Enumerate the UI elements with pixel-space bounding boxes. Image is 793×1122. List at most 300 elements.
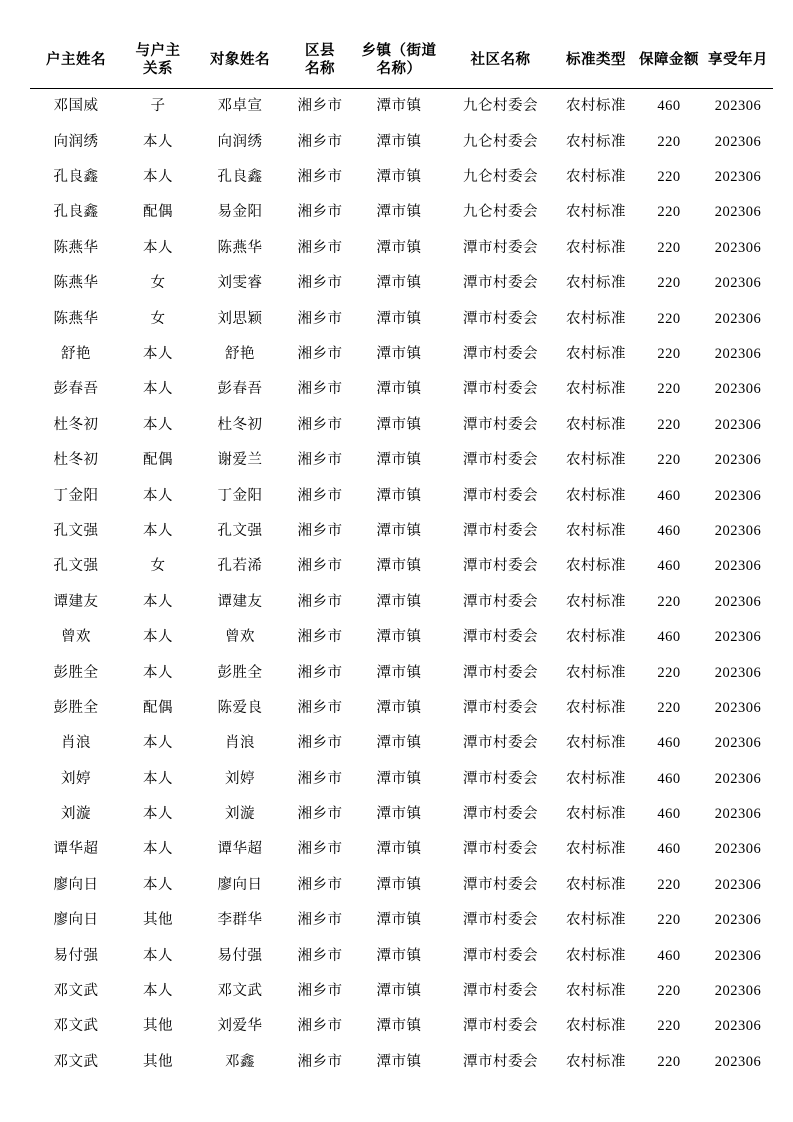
table-cell: 湘乡市 <box>297 133 343 150</box>
table-cell: 女 <box>150 310 166 327</box>
table-cell: 农村标准 <box>566 664 626 681</box>
table-cell: 460 <box>657 735 681 752</box>
table-cell: 农村标准 <box>566 629 626 646</box>
table-cell: 农村标准 <box>566 912 626 929</box>
column-header-6 <box>557 36 635 89</box>
table-cell: 本人 <box>143 664 173 681</box>
table-cell: 202306 <box>714 593 762 610</box>
table-row <box>30 620 773 655</box>
table-row <box>30 443 773 478</box>
table-cell: 谭华超 <box>53 841 99 858</box>
table-row <box>30 762 773 797</box>
table-cell: 邓文武 <box>53 1018 99 1035</box>
table-cell: 陈燕华 <box>217 239 263 256</box>
table-cell: 农村标准 <box>566 1053 626 1070</box>
table-row <box>30 691 773 726</box>
table-cell: 彭胜全 <box>217 664 263 681</box>
table-cell: 202306 <box>714 558 762 575</box>
column-header-line: 对象姓名 <box>210 52 270 69</box>
table-cell: 220 <box>657 133 681 150</box>
table-row <box>30 1009 773 1044</box>
table-cell: 农村标准 <box>566 381 626 398</box>
table-cell: 潭市村委会 <box>463 664 538 681</box>
table-cell: 潭市村委会 <box>463 381 538 398</box>
table-cell: 舒艳 <box>61 345 91 362</box>
table-cell: 潭市村委会 <box>463 310 538 327</box>
table-cell: 农村标准 <box>566 487 626 504</box>
table-cell: 刘思颖 <box>217 310 263 327</box>
table-header-row <box>30 36 773 89</box>
table-cell: 农村标准 <box>566 522 626 539</box>
table-cell: 湘乡市 <box>297 770 343 787</box>
table-cell: 本人 <box>143 735 173 752</box>
table-cell: 湘乡市 <box>297 735 343 752</box>
table-cell: 湘乡市 <box>297 522 343 539</box>
table-row <box>30 266 773 301</box>
table-cell: 湘乡市 <box>297 912 343 929</box>
table-cell: 湘乡市 <box>297 416 343 433</box>
table-row <box>30 903 773 938</box>
table-cell: 孔文强 <box>53 522 99 539</box>
table-cell: 潭市镇 <box>376 983 422 1000</box>
table-cell: 农村标准 <box>566 699 626 716</box>
column-header-0 <box>30 36 122 89</box>
table-cell: 肖浪 <box>225 735 255 752</box>
table-cell: 农村标准 <box>566 310 626 327</box>
table-cell: 潭市镇 <box>376 947 422 964</box>
table-cell: 202306 <box>714 841 762 858</box>
table-cell: 潭市村委会 <box>463 699 538 716</box>
table-cell: 220 <box>657 593 681 610</box>
table-cell: 潭市镇 <box>376 806 422 823</box>
table-cell: 本人 <box>143 239 173 256</box>
table-cell: 本人 <box>143 806 173 823</box>
table-cell: 潭市村委会 <box>463 947 538 964</box>
table-cell: 220 <box>657 345 681 362</box>
table-cell: 丁金阳 <box>53 487 99 504</box>
table-cell: 湘乡市 <box>297 806 343 823</box>
table-cell: 460 <box>657 558 681 575</box>
table-cell: 潭市村委会 <box>463 770 538 787</box>
column-header-line: 保障金额 <box>639 52 699 69</box>
table-cell: 202306 <box>714 239 762 256</box>
table-cell: 460 <box>657 947 681 964</box>
table-cell: 孔文强 <box>53 558 99 575</box>
table-cell: 湘乡市 <box>297 841 343 858</box>
table-cell: 丁金阳 <box>217 487 263 504</box>
table-cell: 刘爱华 <box>217 1018 263 1035</box>
table-cell: 潭市镇 <box>376 1018 422 1035</box>
table-cell: 湘乡市 <box>297 381 343 398</box>
table-header <box>30 36 773 89</box>
table-cell: 本人 <box>143 876 173 893</box>
table-cell: 农村标准 <box>566 806 626 823</box>
table-cell: 460 <box>657 806 681 823</box>
table-cell: 本人 <box>143 770 173 787</box>
table-cell: 220 <box>657 699 681 716</box>
table-cell: 湘乡市 <box>297 239 343 256</box>
table-cell: 潭市镇 <box>376 98 422 115</box>
table-cell: 湘乡市 <box>297 487 343 504</box>
table-cell: 202306 <box>714 452 762 469</box>
table-cell: 460 <box>657 98 681 115</box>
table-cell: 潭市镇 <box>376 310 422 327</box>
table-cell: 配偶 <box>143 699 173 716</box>
table-cell: 潭市村委会 <box>463 452 538 469</box>
table-cell: 202306 <box>714 310 762 327</box>
table-cell: 潭市镇 <box>376 416 422 433</box>
table-cell: 孔良鑫 <box>53 169 99 186</box>
table-cell: 潭市村委会 <box>463 876 538 893</box>
table-cell: 湘乡市 <box>297 558 343 575</box>
table-cell: 潭市镇 <box>376 381 422 398</box>
table-cell: 农村标准 <box>566 1018 626 1035</box>
table-cell: 202306 <box>714 345 762 362</box>
table-cell: 配偶 <box>143 204 173 221</box>
table-cell: 202306 <box>714 699 762 716</box>
table-cell: 陈燕华 <box>53 239 99 256</box>
table-cell: 廖向日 <box>53 876 99 893</box>
table-row <box>30 1045 773 1080</box>
table-cell: 460 <box>657 487 681 504</box>
table-cell: 湘乡市 <box>297 204 343 221</box>
table-cell: 农村标准 <box>566 735 626 752</box>
table-cell: 202306 <box>714 912 762 929</box>
table-cell: 潭市村委会 <box>463 522 538 539</box>
table-cell: 邓卓宣 <box>217 98 263 115</box>
subsidy-recipients-table <box>30 36 773 1080</box>
table-cell: 潭市镇 <box>376 699 422 716</box>
table-row <box>30 89 773 125</box>
table-cell: 农村标准 <box>566 98 626 115</box>
table-row <box>30 656 773 691</box>
table-cell: 潭市村委会 <box>463 275 538 292</box>
table-cell: 202306 <box>714 947 762 964</box>
table-cell: 湘乡市 <box>297 629 343 646</box>
table-cell: 潭市村委会 <box>463 841 538 858</box>
table-cell: 202306 <box>714 204 762 221</box>
table-cell: 易金阳 <box>217 204 263 221</box>
table-row <box>30 479 773 514</box>
table-cell: 农村标准 <box>566 558 626 575</box>
column-header-line: 标准类型 <box>566 52 626 69</box>
column-header-line: 与户主 <box>135 43 181 59</box>
table-cell: 460 <box>657 629 681 646</box>
table-cell: 202306 <box>714 770 762 787</box>
table-cell: 农村标准 <box>566 593 626 610</box>
table-cell: 刘婷 <box>61 770 91 787</box>
column-header-2 <box>194 36 286 89</box>
table-cell: 邓国威 <box>53 98 99 115</box>
table-cell: 湘乡市 <box>297 98 343 115</box>
table-cell: 农村标准 <box>566 133 626 150</box>
table-row <box>30 408 773 443</box>
column-header-line: 名称 <box>305 61 335 78</box>
table-cell: 220 <box>657 664 681 681</box>
table-cell: 谢爱兰 <box>217 452 263 469</box>
table-cell: 460 <box>657 770 681 787</box>
column-header-3 <box>286 36 354 89</box>
table-cell: 廖向日 <box>217 876 263 893</box>
table-cell: 本人 <box>143 629 173 646</box>
table-cell: 其他 <box>143 1018 173 1035</box>
table-cell: 潭市镇 <box>376 204 422 221</box>
column-header-1 <box>122 36 194 89</box>
table-cell: 彭春吾 <box>217 381 263 398</box>
table-cell: 460 <box>657 841 681 858</box>
table-cell: 202306 <box>714 522 762 539</box>
table-cell: 杜冬初 <box>217 416 263 433</box>
table-cell: 潭市村委会 <box>463 806 538 823</box>
table-row <box>30 549 773 584</box>
column-header-8 <box>703 36 773 89</box>
table-cell: 潭市村委会 <box>463 983 538 1000</box>
table-cell: 女 <box>150 275 166 292</box>
table-cell: 彭胜全 <box>53 699 99 716</box>
table-cell: 潭市镇 <box>376 133 422 150</box>
table-cell: 谭华超 <box>217 841 263 858</box>
column-header-7 <box>635 36 703 89</box>
table-cell: 湘乡市 <box>297 275 343 292</box>
table-cell: 肖浪 <box>61 735 91 752</box>
table-cell: 潭市村委会 <box>463 629 538 646</box>
column-header-line: 名称） <box>376 61 422 78</box>
table-cell: 农村标准 <box>566 239 626 256</box>
table-cell: 本人 <box>143 133 173 150</box>
table-cell: 农村标准 <box>566 275 626 292</box>
table-cell: 潭市村委会 <box>463 1018 538 1035</box>
column-header-line: 区县 <box>305 43 335 59</box>
table-cell: 彭胜全 <box>53 664 99 681</box>
table-row <box>30 832 773 867</box>
table-row <box>30 585 773 620</box>
table-cell: 潭市镇 <box>376 664 422 681</box>
table-cell: 202306 <box>714 806 762 823</box>
table-cell: 曾欢 <box>61 629 91 646</box>
table-cell: 220 <box>657 983 681 1000</box>
column-header-5 <box>444 36 557 89</box>
table-cell: 配偶 <box>143 452 173 469</box>
table-cell: 湘乡市 <box>297 947 343 964</box>
table-cell: 邓鑫 <box>225 1053 255 1070</box>
table-cell: 向润绣 <box>53 133 99 150</box>
table-cell: 谭建友 <box>53 593 99 610</box>
table-cell: 湘乡市 <box>297 876 343 893</box>
table-cell: 潭市镇 <box>376 629 422 646</box>
table-cell: 湘乡市 <box>297 983 343 1000</box>
table-row <box>30 726 773 761</box>
table-cell: 刘漩 <box>61 806 91 823</box>
table-cell: 农村标准 <box>566 947 626 964</box>
table-body <box>30 89 773 1080</box>
table-cell: 孔若浠 <box>217 558 263 575</box>
table-cell: 220 <box>657 275 681 292</box>
table-cell: 202306 <box>714 275 762 292</box>
table-row <box>30 160 773 195</box>
table-cell: 潭市村委会 <box>463 912 538 929</box>
table-cell: 农村标准 <box>566 983 626 1000</box>
table-cell: 220 <box>657 239 681 256</box>
table-cell: 202306 <box>714 487 762 504</box>
table-cell: 九仑村委会 <box>463 169 538 186</box>
table-cell: 潭市村委会 <box>463 735 538 752</box>
table-cell: 潭市村委会 <box>463 487 538 504</box>
table-cell: 陈燕华 <box>53 275 99 292</box>
table-cell: 潭市村委会 <box>463 558 538 575</box>
table-row <box>30 337 773 372</box>
table-cell: 潭市镇 <box>376 487 422 504</box>
table-cell: 湘乡市 <box>297 310 343 327</box>
table-cell: 潭市镇 <box>376 169 422 186</box>
table-cell: 220 <box>657 452 681 469</box>
table-cell: 本人 <box>143 416 173 433</box>
table-cell: 邓文武 <box>53 983 99 1000</box>
table-cell: 潭市镇 <box>376 735 422 752</box>
table-cell: 其他 <box>143 1053 173 1070</box>
table-cell: 农村标准 <box>566 770 626 787</box>
table-cell: 本人 <box>143 593 173 610</box>
table-cell: 潭市镇 <box>376 841 422 858</box>
table-cell: 杜冬初 <box>53 416 99 433</box>
table-row <box>30 231 773 266</box>
table-cell: 农村标准 <box>566 876 626 893</box>
table-cell: 本人 <box>143 169 173 186</box>
table-cell: 易付强 <box>53 947 99 964</box>
table-cell: 220 <box>657 381 681 398</box>
table-cell: 孔良鑫 <box>217 169 263 186</box>
table-cell: 202306 <box>714 1053 762 1070</box>
table-cell: 潭市村委会 <box>463 1053 538 1070</box>
table-row <box>30 939 773 974</box>
table-cell: 向润绣 <box>217 133 263 150</box>
table-cell: 202306 <box>714 876 762 893</box>
table-cell: 202306 <box>714 629 762 646</box>
table-cell: 潭市村委会 <box>463 416 538 433</box>
table-cell: 本人 <box>143 983 173 1000</box>
table-cell: 潭市镇 <box>376 345 422 362</box>
table-cell: 邓文武 <box>217 983 263 1000</box>
table-cell: 潭市镇 <box>376 770 422 787</box>
table-cell: 彭春吾 <box>53 381 99 398</box>
table-cell: 本人 <box>143 947 173 964</box>
table-cell: 220 <box>657 310 681 327</box>
table-cell: 202306 <box>714 735 762 752</box>
table-cell: 潭市镇 <box>376 275 422 292</box>
table-cell: 潭市村委会 <box>463 593 538 610</box>
table-cell: 潭市镇 <box>376 558 422 575</box>
table-cell: 湘乡市 <box>297 1018 343 1035</box>
table-cell: 202306 <box>714 1018 762 1035</box>
table-cell: 湘乡市 <box>297 1053 343 1070</box>
table-cell: 潭市镇 <box>376 593 422 610</box>
table-cell: 舒艳 <box>225 345 255 362</box>
table-row <box>30 514 773 549</box>
table-cell: 220 <box>657 876 681 893</box>
table-cell: 潭市镇 <box>376 912 422 929</box>
table-cell: 202306 <box>714 169 762 186</box>
table-cell: 农村标准 <box>566 204 626 221</box>
table-cell: 九仑村委会 <box>463 98 538 115</box>
table-cell: 易付强 <box>217 947 263 964</box>
table-cell: 本人 <box>143 522 173 539</box>
column-header-line: 乡镇（街道 <box>361 43 437 59</box>
table-cell: 本人 <box>143 487 173 504</box>
table-row <box>30 797 773 832</box>
table-cell: 本人 <box>143 381 173 398</box>
table-cell: 202306 <box>714 381 762 398</box>
table-cell: 潭市镇 <box>376 1053 422 1070</box>
table-cell: 其他 <box>143 912 173 929</box>
table-cell: 220 <box>657 416 681 433</box>
table-cell: 子 <box>150 98 166 115</box>
table-cell: 潭市镇 <box>376 452 422 469</box>
table-cell: 湘乡市 <box>297 664 343 681</box>
table-cell: 女 <box>150 558 166 575</box>
column-header-line: 享受年月 <box>708 52 768 69</box>
table-cell: 潭市村委会 <box>463 239 538 256</box>
column-header-line: 户主姓名 <box>46 52 106 69</box>
table-cell: 湘乡市 <box>297 593 343 610</box>
table-row <box>30 974 773 1009</box>
table-cell: 460 <box>657 522 681 539</box>
table-cell: 李群华 <box>217 912 263 929</box>
table-cell: 220 <box>657 1053 681 1070</box>
table-row <box>30 372 773 407</box>
table-cell: 湘乡市 <box>297 169 343 186</box>
table-cell: 220 <box>657 1018 681 1035</box>
table-cell: 九仑村委会 <box>463 133 538 150</box>
table-cell: 本人 <box>143 345 173 362</box>
table-row <box>30 195 773 230</box>
table-cell: 陈爱良 <box>217 699 263 716</box>
table-cell: 220 <box>657 169 681 186</box>
table-row <box>30 125 773 160</box>
table-cell: 谭建友 <box>217 593 263 610</box>
table-cell: 潭市镇 <box>376 876 422 893</box>
table-cell: 湘乡市 <box>297 452 343 469</box>
table-cell: 九仑村委会 <box>463 204 538 221</box>
table-cell: 曾欢 <box>225 629 255 646</box>
table-row <box>30 302 773 337</box>
column-header-line: 社区名称 <box>470 52 531 69</box>
table-cell: 湘乡市 <box>297 699 343 716</box>
table-cell: 孔文强 <box>217 522 263 539</box>
table-cell: 202306 <box>714 133 762 150</box>
column-header-4 <box>354 36 444 89</box>
table-row <box>30 868 773 903</box>
table-cell: 农村标准 <box>566 841 626 858</box>
table-cell: 农村标准 <box>566 345 626 362</box>
table-cell: 潭市镇 <box>376 522 422 539</box>
table-cell: 本人 <box>143 841 173 858</box>
table-cell: 陈燕华 <box>53 310 99 327</box>
table-cell: 农村标准 <box>566 169 626 186</box>
table-cell: 杜冬初 <box>53 452 99 469</box>
table-cell: 孔良鑫 <box>53 204 99 221</box>
table-cell: 潭市镇 <box>376 239 422 256</box>
table-cell: 刘漩 <box>225 806 255 823</box>
table-cell: 202306 <box>714 664 762 681</box>
table-cell: 220 <box>657 912 681 929</box>
table-cell: 农村标准 <box>566 416 626 433</box>
table-cell: 202306 <box>714 98 762 115</box>
table-cell: 202306 <box>714 416 762 433</box>
table-cell: 农村标准 <box>566 452 626 469</box>
table-cell: 刘雯睿 <box>217 275 263 292</box>
table-cell: 220 <box>657 204 681 221</box>
table-cell: 202306 <box>714 983 762 1000</box>
table-cell: 潭市村委会 <box>463 345 538 362</box>
